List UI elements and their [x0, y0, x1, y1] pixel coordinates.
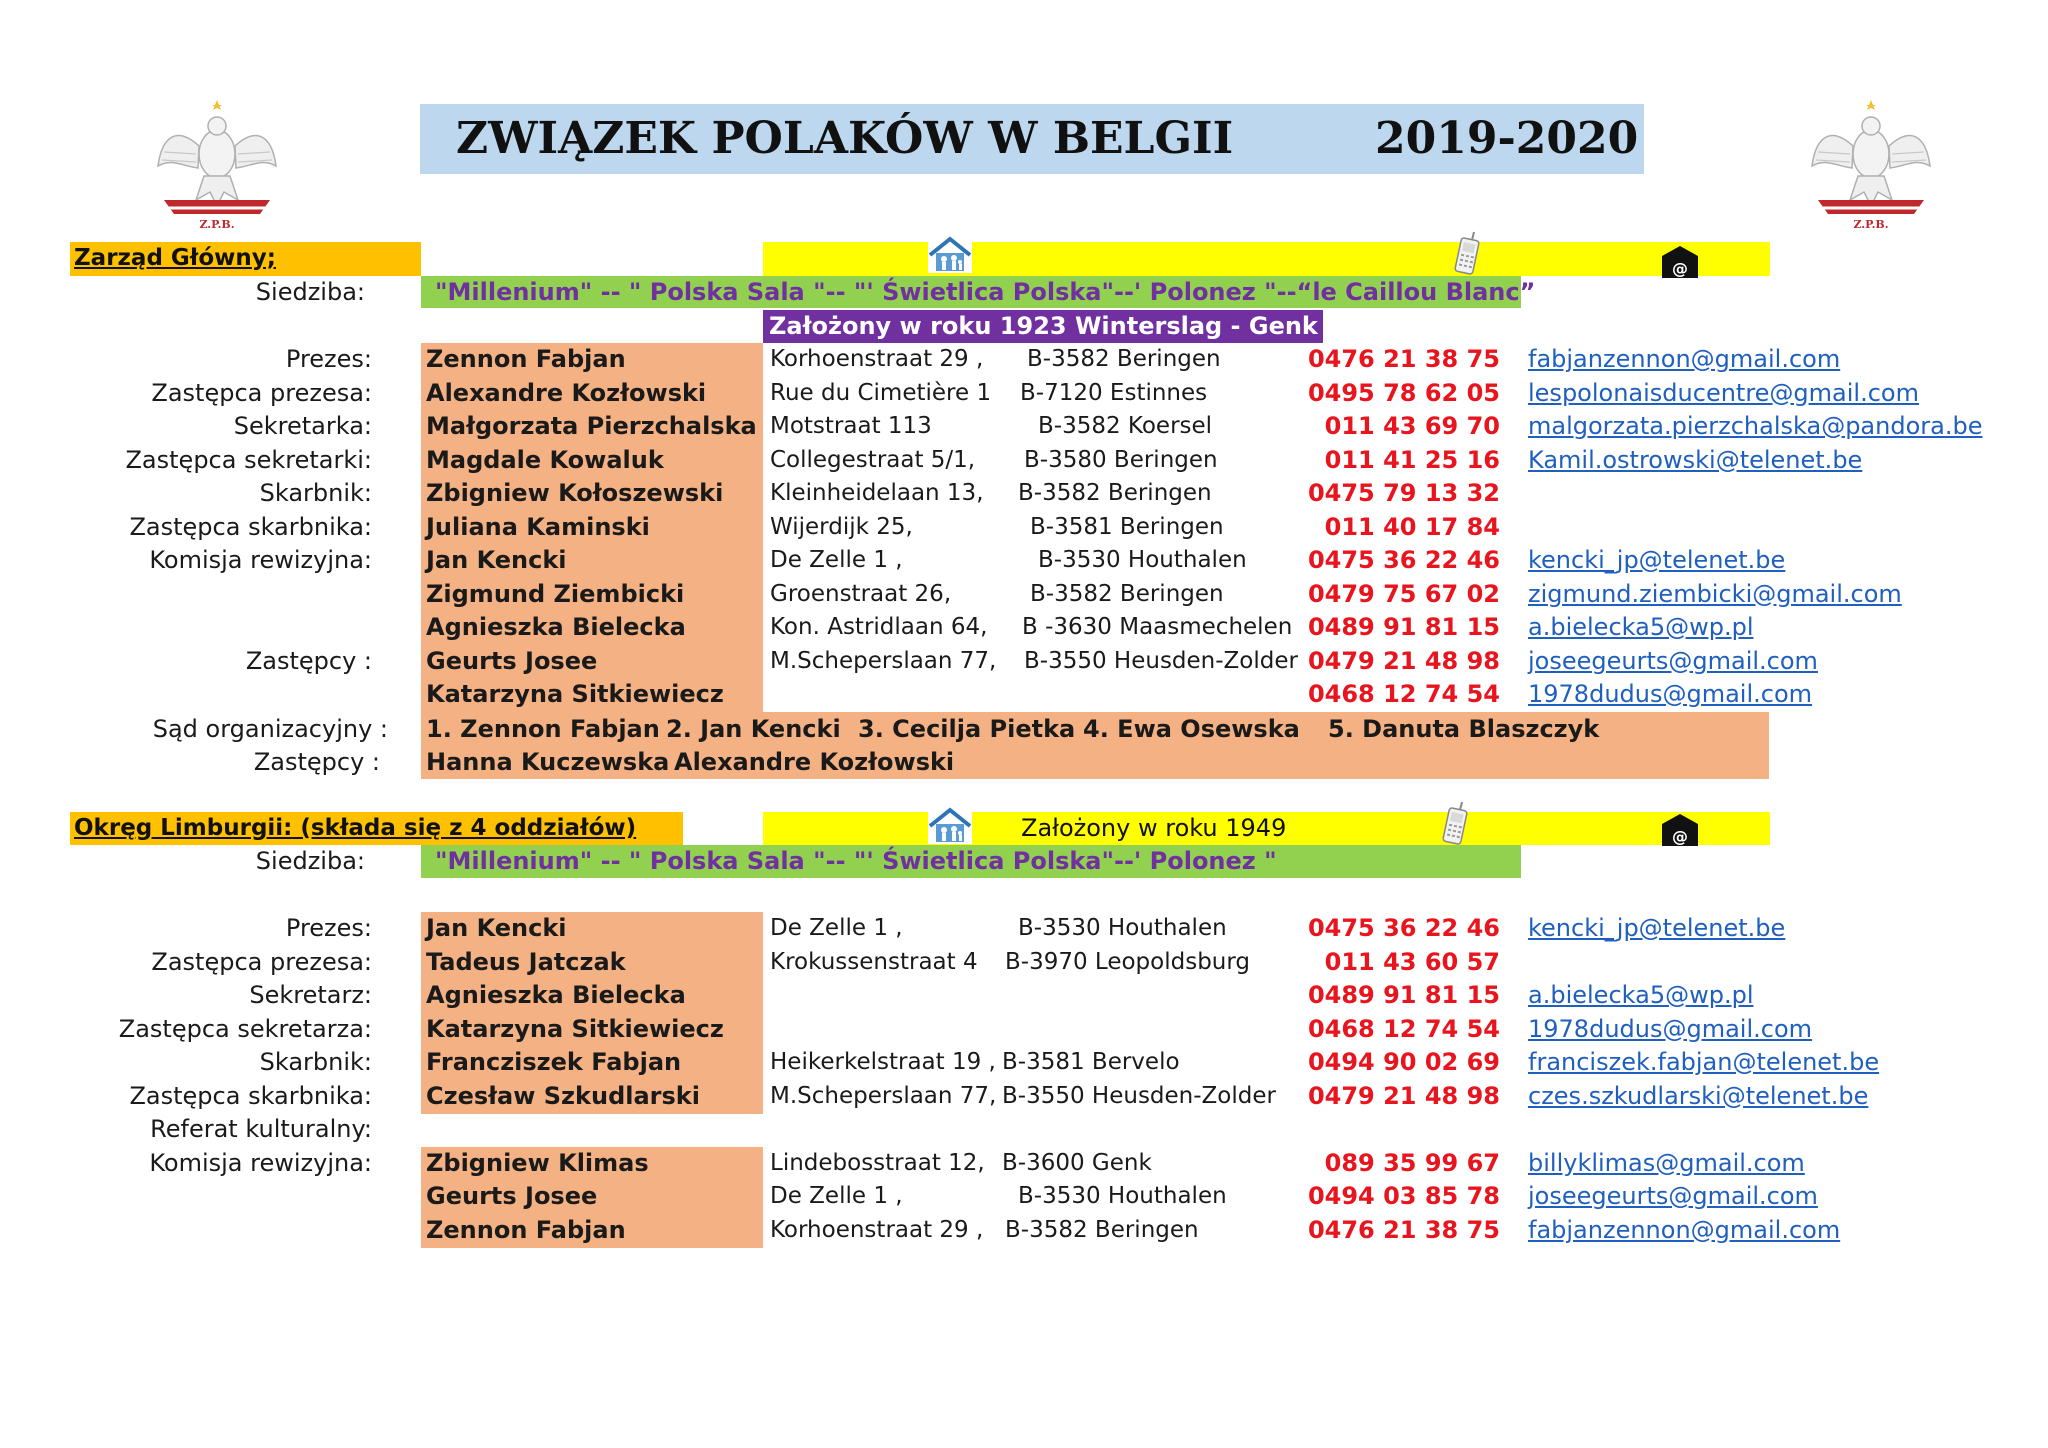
page-title — [420, 104, 1644, 174]
member-email[interactable]: fabjanzennon@gmail.com — [1528, 1215, 1841, 1244]
member-email[interactable]: kencki_jp@telenet.be — [1528, 914, 1786, 942]
member-name: Juliana Kaminski — [426, 512, 650, 541]
member-phone: 011 41 25 16 — [1324, 445, 1500, 474]
role-label: Zastępca skarbnika: — [129, 1081, 372, 1110]
title-text: ZWIĄZEK POLAKÓW W BELGII — [456, 113, 1234, 164]
court-member-1: 1. Zennon Fabjan — [426, 715, 660, 743]
member-phone: 0489 91 81 15 — [1307, 981, 1500, 1009]
role-label: Sekretarz: — [249, 981, 372, 1009]
role-label: Sekretarka: — [233, 412, 372, 440]
role-label: Zastępca sekretarki: — [125, 445, 372, 474]
section2-siedziba-bar — [421, 845, 1521, 878]
member-email[interactable]: lespolonaisducentre@gmail.com — [1528, 378, 1919, 407]
member-street: Rue du Cimetière 1 — [770, 379, 992, 406]
member-name: Agnieszka Bielecka — [426, 613, 686, 641]
role-label: Zastępca sekretarza: — [118, 1014, 372, 1043]
member-phone: 0479 21 48 98 — [1307, 1081, 1500, 1110]
member-name: Geurts Josee — [426, 1182, 598, 1210]
deputy-2: Alexandre Kozłowski — [674, 748, 955, 776]
member-city: B-3970 Leopoldsburg — [1005, 948, 1251, 975]
role-label: Zastępcy : — [245, 646, 372, 675]
member-city: B-3530 Houthalen — [1018, 915, 1227, 941]
member-phone: 0489 91 81 15 — [1307, 613, 1500, 641]
member-name: Zennon Fabjan — [426, 345, 626, 373]
court-member-3: 3. Cecilja Pietka — [858, 715, 1076, 743]
role-label: Zastępca prezesa: — [151, 947, 372, 976]
mobile-phone-icon — [1450, 230, 1484, 276]
section1-founded-bar — [763, 310, 1323, 343]
role-label: Komisja rewizyjna: — [149, 546, 372, 574]
member-name: Tadeus Jatczak — [426, 947, 626, 976]
section1-label: Zarząd Główny; — [74, 245, 276, 271]
member-street: Collegestraat 5/1, — [770, 446, 976, 473]
role-label: Skarbnik: — [259, 1048, 372, 1076]
siedziba-label: Siedziba: — [255, 278, 365, 306]
emblem-text: Z.P.B. — [199, 218, 235, 231]
member-email[interactable]: zigmund.ziembicki@gmail.com — [1528, 579, 1902, 608]
member-phone: 0494 03 85 78 — [1307, 1182, 1500, 1210]
member-phone: 0476 21 38 75 — [1307, 1215, 1500, 1244]
member-email[interactable]: joseegeurts@gmail.com — [1528, 646, 1818, 675]
court-member-5: 5. Danuta Blaszczyk — [1328, 715, 1600, 743]
member-city: B-3530 Houthalen — [1038, 547, 1247, 573]
role-label: Prezes: — [285, 345, 372, 373]
member-city: B-3550 Heusden-Zolder — [1024, 647, 1298, 674]
section1-siedziba-bar — [421, 276, 1536, 308]
member-name: Geurts Josee — [426, 646, 598, 675]
member-phone: 0479 21 48 98 — [1307, 646, 1500, 675]
court-label: Sąd organizacyjny : — [152, 715, 388, 743]
member-phone: 0475 79 13 32 — [1307, 479, 1500, 507]
member-street: Motstraat 113 — [770, 413, 932, 439]
member-email[interactable]: Kamil.ostrowski@telenet.be — [1528, 445, 1863, 474]
member-email[interactable]: czes.szkudlarski@telenet.be — [1528, 1081, 1869, 1110]
role-label: Zastępca skarbnika: — [129, 512, 372, 541]
mobile-phone-icon — [1438, 800, 1472, 846]
member-email[interactable]: a.bielecka5@wp.pl — [1528, 613, 1754, 641]
member-city: B-3582 Beringen — [1030, 580, 1224, 607]
deputy-1: Hanna Kuczewska — [426, 748, 670, 776]
siedziba-label-2: Siedziba: — [255, 847, 365, 875]
member-phone: 011 43 60 57 — [1324, 947, 1500, 976]
member-street: Lindebosstraat 12, — [770, 1149, 985, 1176]
member-email[interactable]: joseegeurts@gmail.com — [1528, 1182, 1818, 1210]
member-email[interactable]: 1978dudus@gmail.com — [1528, 680, 1813, 708]
member-street: Korhoenstraat 29 , — [770, 1216, 984, 1243]
member-phone: 0475 36 22 46 — [1307, 914, 1500, 942]
member-phone: 0495 78 62 05 — [1307, 378, 1500, 407]
member-phone: 0479 75 67 02 — [1307, 579, 1500, 608]
envelope-at-icon — [1660, 244, 1700, 280]
at-sign: @ — [1672, 259, 1688, 278]
member-street: De Zelle 1 , — [770, 1183, 903, 1209]
member-name: Zennon Fabjan — [426, 1215, 626, 1244]
member-phone: 089 35 99 67 — [1324, 1148, 1500, 1177]
at-sign: @ — [1672, 827, 1688, 846]
court-member-2: 2. Jan Kencki — [666, 715, 841, 743]
section2-yellow-bar — [763, 812, 1770, 845]
member-city: B-7120 Estinnes — [1020, 379, 1208, 406]
member-street: M.Scheperslaan 77, — [770, 647, 997, 674]
member-name: Katarzyna Sitkiewiecz — [426, 1014, 724, 1043]
member-street: Korhoenstraat 29 , — [770, 346, 984, 372]
member-street: Kleinheidelaan 13, — [770, 480, 984, 506]
member-name: Jan Kencki — [426, 546, 567, 574]
role-label: Skarbnik: — [259, 479, 372, 507]
member-city: B-3581 Beringen — [1030, 513, 1224, 540]
role-label: Prezes: — [285, 914, 372, 942]
member-name: Zigmund Ziembicki — [426, 579, 685, 608]
member-street: Heikerkelstraat 19 , — [770, 1049, 996, 1075]
member-phone: 011 40 17 84 — [1324, 512, 1500, 541]
emblem-text: Z.P.B. — [1853, 218, 1889, 231]
section1-label-bar — [70, 242, 421, 276]
eagle-emblem-left-icon — [152, 96, 282, 236]
home-icon — [926, 806, 974, 846]
envelope-at-icon — [1660, 812, 1700, 848]
member-city: B-3582 Beringen — [1005, 1216, 1199, 1243]
member-city: B-3550 Heusden-Zolder — [1002, 1082, 1276, 1109]
section1-yellow-bar — [763, 242, 1770, 276]
member-street: Krokussenstraat 4 — [770, 948, 978, 975]
section1-siedziba: "Millenium" -- " Polska Sala "-- "' Świetlica Polska"--' Polonez "--“le Caillou Blanc” — [435, 278, 1536, 306]
role-label: Referat kulturalny: — [150, 1115, 372, 1143]
home-icon — [926, 235, 974, 275]
deputies-label: Zastępcy : — [253, 748, 380, 776]
role-label: Zastępca prezesa: — [151, 378, 372, 407]
member-phone: 0468 12 74 54 — [1307, 1014, 1500, 1043]
member-city: B-3600 Genk — [1002, 1149, 1152, 1176]
member-email[interactable]: billyklimas@gmail.com — [1528, 1148, 1805, 1177]
member-street: De Zelle 1 , — [770, 915, 903, 941]
member-city: B-3582 Beringen — [1018, 480, 1212, 506]
member-phone: 0476 21 38 75 — [1307, 345, 1500, 373]
section2-label: Okręg Limburgii: (składa się z 4 oddziałów) — [74, 815, 637, 841]
member-phone: 011 43 69 70 — [1324, 412, 1500, 440]
member-street: Kon. Astridlaan 64, — [770, 614, 988, 640]
member-street: Groenstraat 26, — [770, 580, 952, 607]
member-phone: 0475 36 22 46 — [1307, 546, 1500, 574]
member-name: Alexandre Kozłowski — [426, 378, 707, 407]
member-city: B-3582 Koersel — [1038, 413, 1213, 439]
member-name: Zbigniew Klimas — [426, 1148, 649, 1177]
member-email[interactable]: kencki_jp@telenet.be — [1528, 546, 1786, 574]
member-city: B-3581 Bervelo — [1002, 1049, 1180, 1075]
member-city: B-3582 Beringen — [1027, 346, 1221, 372]
member-email[interactable]: malgorzata.pierzchalska@pandora.be — [1528, 412, 1983, 440]
member-street: M.Scheperslaan 77, — [770, 1082, 997, 1109]
role-label: Komisja rewizyjna: — [149, 1148, 372, 1177]
member-email[interactable]: 1978dudus@gmail.com — [1528, 1014, 1813, 1043]
court-member-4: 4. Ewa Osewska — [1083, 715, 1300, 743]
member-email[interactable]: fabjanzennon@gmail.com — [1528, 345, 1841, 373]
title-year: 2019-2020 — [1375, 113, 1639, 164]
member-city: B -3630 Maasmechelen — [1022, 614, 1293, 640]
member-phone: 0494 90 02 69 — [1307, 1048, 1500, 1076]
section2-founded: Założony w roku 1949 — [1021, 814, 1287, 842]
member-name: Magdale Kowaluk — [426, 445, 664, 474]
member-name: Francziszek Fabjan — [426, 1048, 682, 1076]
member-email[interactable]: a.bielecka5@wp.pl — [1528, 981, 1754, 1009]
member-street: De Zelle 1 , — [770, 547, 903, 573]
member-city: B-3580 Beringen — [1024, 446, 1218, 473]
member-street: Wijerdijk 25, — [770, 513, 913, 540]
member-city: B-3530 Houthalen — [1018, 1183, 1227, 1209]
member-name: Małgorzata Pierzchalska — [426, 412, 757, 440]
section2-label-bar — [70, 812, 683, 845]
member-name: Agnieszka Bielecka — [426, 981, 686, 1009]
member-phone: 0468 12 74 54 — [1307, 680, 1500, 708]
member-email[interactable]: franciszek.fabjan@telenet.be — [1528, 1048, 1880, 1076]
section1-founded: Założony w roku 1923 Winterslag - Genk — [769, 312, 1318, 340]
member-name: Jan Kencki — [426, 914, 567, 942]
member-name: Czesław Szkudlarski — [426, 1081, 700, 1110]
member-name: Zbigniew Kołoszewski — [426, 479, 724, 507]
eagle-emblem-right-icon — [1806, 96, 1936, 236]
member-name: Katarzyna Sitkiewiecz — [426, 680, 724, 708]
section2-siedziba: "Millenium" -- " Polska Sala "-- "' Świetlica Polska"--' Polonez " — [435, 847, 1277, 875]
